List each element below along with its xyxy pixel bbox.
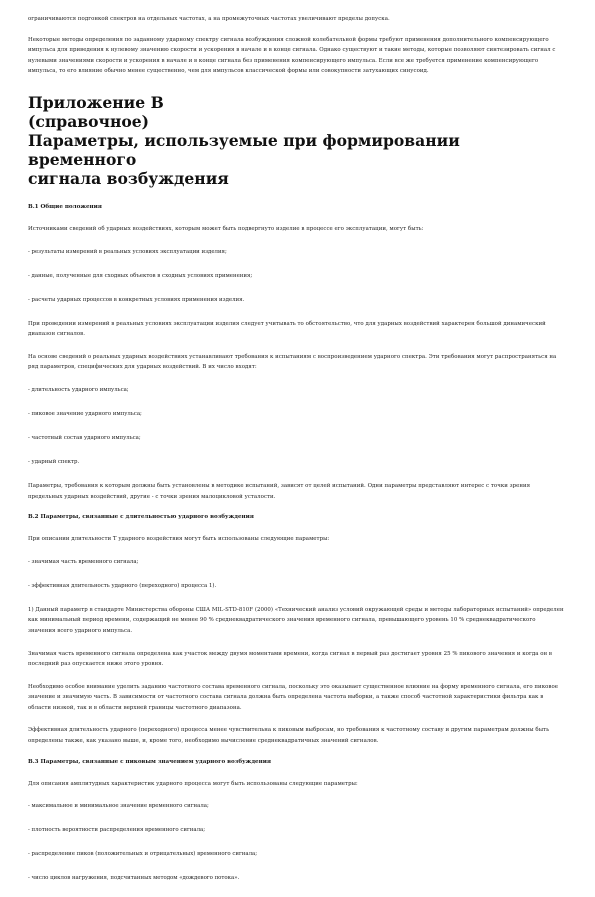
footnote: 1) Данный параметр в стандарте Министерства обороны США MIL-STD-810F (2000) «Технический анализ условий окружающей среды и методы лабораторных испытаний» определен как минимальный период времени, содержащий не менее 90 % среднеквадратического значения временного сигнала, превышающего уровень 10 % среднеквадратического значения всего ударного импульса. — [28, 606, 564, 634]
appendix-subject-line-1: Параметры, используемые при формировании временного — [28, 130, 460, 169]
section-b3-title: В.3 Параметры, связанные с пиковым значением ударного возбуждения — [28, 758, 271, 765]
document-page — [28, 14, 564, 897]
list-item: - ударный спектр. — [28, 458, 80, 465]
appendix-title: Приложение В — [28, 92, 164, 112]
list-item: - эффективная длительность ударного (переходного) процесса 1). — [28, 582, 217, 589]
list-item: - расчеты ударных процессов в конкретных условиях применения изделия. — [28, 296, 245, 303]
list-item: - число циклов нагружения, подсчитанных методом «дождевого потока». — [28, 875, 240, 882]
section-b3-intro: Для описания амплитудных характеристик ударного процесса могут быть использованы следующие параметры: — [28, 780, 358, 787]
section-b2-paragraph: Эффективная длительность ударного (переходного) процесса менее чувствительна к пиковым выбросам, но требования к частотному составу и другим параметрам должны быть определены также, как указано выше, и, кроме того, необходимо вычисление среднеквадратичных значений сигналов. — [28, 727, 550, 745]
section-b2-title: В.2 Параметры, связанные с длительностью ударного возбуждения — [28, 514, 254, 521]
list-item: - данные, полученные для сходных объектов в сходных условиях применения; — [28, 272, 253, 279]
appendix-heading — [28, 93, 564, 188]
intro-paragraph-2: Некоторые методы определения по заданному ударному спектру сигнала возбуждения сложной колебательной формы требуют применения дополнительного компенсирующего импульса для приведения к нулевому значению скорости и ускорения в начале и в конце сигнала. Однако существуют и такие методы, которые позволяют синтезировать сигнал с нулевыми значениями скорости и ускорения в начале и в конце сигнала без применения компенсирующего импульса. Если все же требуется применение компенсирующего импульса, то его влияние обычно менее существенно, чем для импульсов классической формы или совокупности затухающих синусоид. — [28, 36, 556, 75]
list-item: - пиковое значение ударного импульса; — [28, 410, 142, 417]
list-item: - длительность ударного импульса; — [28, 386, 129, 393]
section-b2-paragraph: Значимая часть временного сигнала определена как участок между двумя моментами времени, когда сигнал в первый раз достигает уровня 25 % пикового значения и когда он в последний раз опускается ниже этого уровня. — [28, 650, 553, 668]
list-item: - распределение пиков (положительных и отрицательных) временного сигнала; — [28, 851, 258, 858]
section-b1-intro: Источниками сведений об ударных воздействиях, которым может быть подвергнуто изделие в процессе его эксплуатации, могут быть: — [28, 225, 424, 232]
section-b2-intro: При описании длительности Т ударного воздействия могут быть использованы следующие параметры: — [28, 536, 330, 543]
section-b1-title: В.1 Общие положения — [28, 203, 102, 210]
section-b2-paragraph: Необходимо особое внимание уделить заданию частотного состава временного сигнала, поскольку это оказывает существенное влияние на форму временного сигнала, его пиковое значение и значимую часть. В зависимости от частотного состава сигнала должна быть определена частота выборки, а также способ частотной характеристики фильтра как в области низкой, так и в области верхней границы частотного диапазона. — [28, 683, 559, 711]
appendix-subject-line-2: сигнала возбуждения — [28, 168, 229, 188]
section-b1-paragraph: При проведении измерений в реальных условиях эксплуатации изделия следует учитывать то обстоятельство, что для ударных воздействий характерен большой динамический диапазон сигналов. — [28, 320, 546, 338]
list-item: - значимая часть временного сигнала; — [28, 558, 139, 565]
list-item: - результаты измерений в реальных условиях эксплуатации изделия; — [28, 248, 227, 255]
intro-paragraph-1: ограничиваются подгонкой спектров на отдельных частотах, а на промежуточных частотах увеличивают пределы допуска. — [28, 16, 390, 22]
appendix-status: (справочное) — [28, 111, 150, 131]
list-item: - максимальное и минимальное значение временного сигнала; — [28, 803, 209, 810]
list-item: - частотный состав ударного импульса; — [28, 434, 141, 441]
list-item: - плотность вероятности распределения временного сигнала; — [28, 827, 206, 834]
section-b1-paragraph: На основе сведений о реальных ударных воздействиях устанавливают требования к испытаниям с воспроизведением ударного спектра. Эти требования могут распространяться на ряд параметров, специфических для ударных воздействий. В их число входят: — [28, 353, 557, 371]
section-b1-paragraph: Параметры, требования к которым должны быть установлены в методике испытаний, зависят от целей испытаний. Одни параметры представляют интерес с точки зрения предельных ударных воздействий, другие - с точки зрения малоцикловой усталости. — [28, 482, 531, 500]
